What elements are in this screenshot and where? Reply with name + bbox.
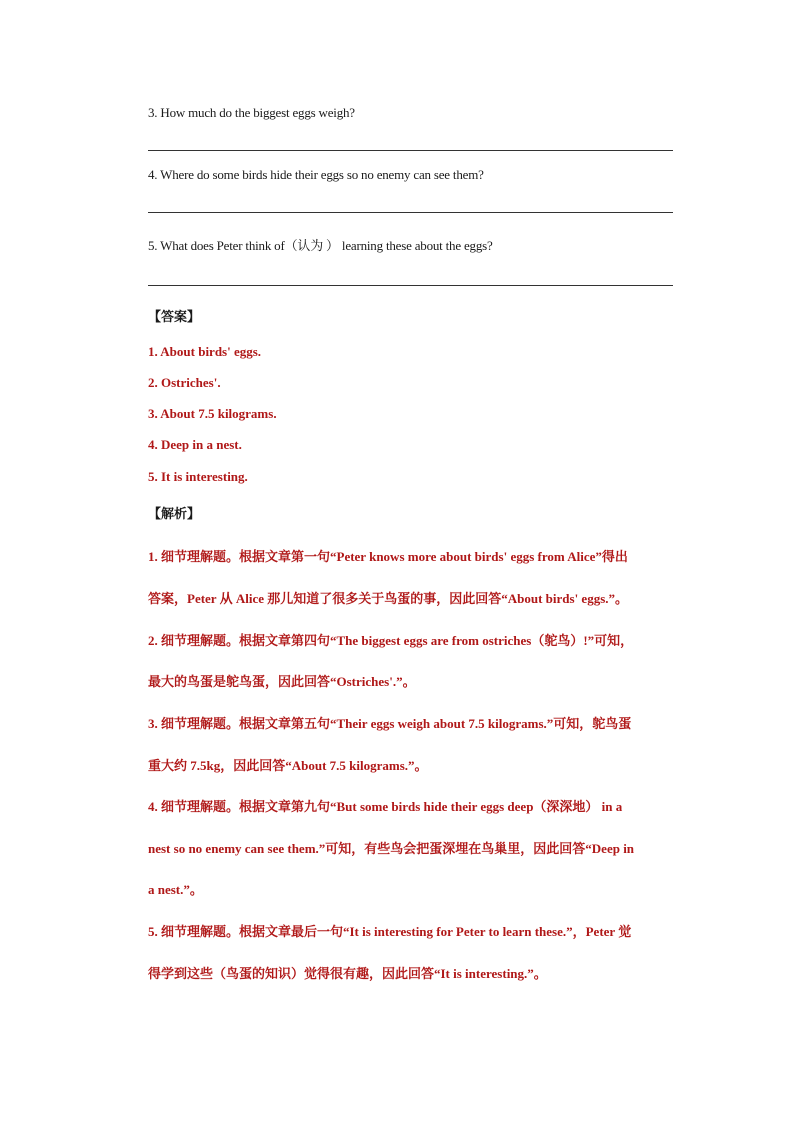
answer-2: 2. Ostriches'. (148, 375, 221, 390)
analysis-line: 答案，Peter 从 Alice 那儿知道了很多关于鸟蛋的事，因此回答“About birds' eggs.”。 (148, 591, 629, 606)
analysis-line: 重大约 7.5kg，因此回答“About 7.5 kilograms.”。 (148, 758, 428, 773)
question-4: 4. Where do some birds hide their eggs so no enemy can see them? (148, 167, 484, 182)
analysis-line: 4. 细节理解题。根据文章第九句“But some birds hide their eggs deep（深深地） in a (148, 799, 623, 814)
answer-5: 5. It is interesting. (148, 469, 248, 484)
analysis-line: 得学到这些（鸟蛋的知识）觉得很有趣，因此回答“It is interesting.”。 (148, 966, 547, 981)
analysis-line: 1. 细节理解题。根据文章第一句“Peter knows more about birds' eggs from Alice”得出 (148, 549, 628, 564)
answer-line-5 (148, 285, 673, 286)
answer-3: 3. About 7.5 kilograms. (148, 406, 277, 421)
question-3: 3. How much do the biggest eggs weigh? (148, 105, 355, 120)
analysis-line: 2. 细节理解题。根据文章第四句“The biggest eggs are from ostriches（鸵鸟）!”可知， (148, 633, 634, 648)
answer-heading: 【答案】 (148, 309, 201, 324)
analysis-line: 最大的鸟蛋是鸵鸟蛋，因此回答“Ostriches'.”。 (148, 674, 416, 689)
analysis-line: 5. 细节理解题。根据文章最后一句“It is interesting for Peter to learn these.”，Peter 觉 (148, 924, 632, 939)
analysis-line: nest so no enemy can see them.”可知，有些鸟会把蛋深埋在鸟巢里，因此回答“Deep in (148, 841, 635, 856)
question-5: 5. What does Peter think of（认为 ） learning these about the eggs? (148, 238, 493, 253)
analysis-heading: 【解析】 (148, 506, 201, 521)
analysis-line: 3. 细节理解题。根据文章第五句“Their eggs weigh about 7.5 kilograms.”可知，鸵鸟蛋 (148, 716, 632, 731)
answer-4: 4. Deep in a nest. (148, 437, 242, 452)
answer-line-3 (148, 150, 673, 151)
answer-1: 1. About birds' eggs. (148, 344, 262, 359)
answer-line-4 (148, 212, 673, 213)
analysis-line: a nest.”。 (148, 882, 203, 897)
